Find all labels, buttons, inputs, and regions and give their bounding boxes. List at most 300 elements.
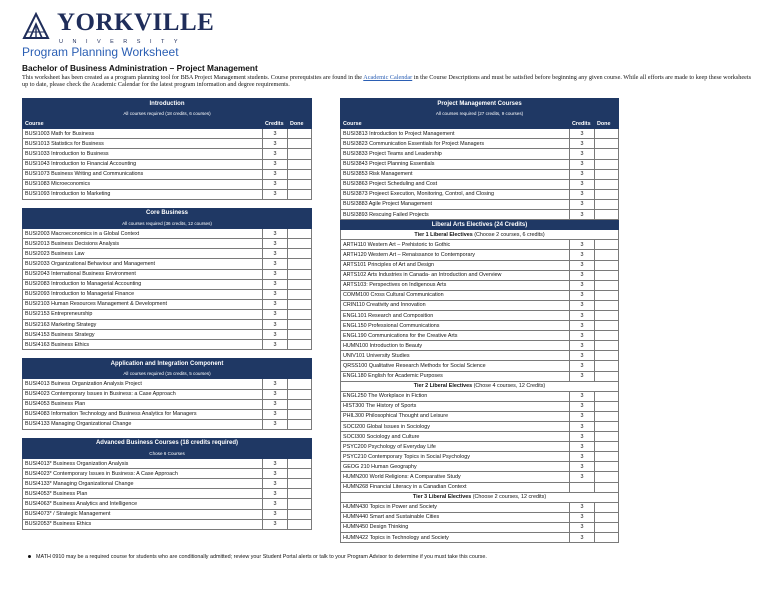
core-business-rows xyxy=(23,229,312,350)
core-business-subheading: All courses required (36 credits, 12 courses) xyxy=(23,219,312,229)
course-name: BUSI4083 Information Technology and Business Analytics for Managers xyxy=(23,409,263,419)
course-name: GEOG 210 Human Geography xyxy=(341,462,570,472)
course-done-cell[interactable] xyxy=(288,519,312,529)
course-credits: 3 xyxy=(570,422,595,432)
course-name: BUSI4053 Business Plan xyxy=(23,399,263,409)
course-row xyxy=(341,280,619,290)
course-row xyxy=(23,279,312,289)
course-credits: 3 xyxy=(263,479,288,489)
course-done-cell[interactable] xyxy=(288,319,312,329)
university-crest-icon xyxy=(22,12,50,40)
project-management-rows xyxy=(341,129,619,220)
course-done-cell[interactable] xyxy=(595,401,619,411)
course-credits: 3 xyxy=(570,331,595,341)
course-credits: 3 xyxy=(570,371,595,381)
course-row xyxy=(341,129,619,139)
course-credits: 3 xyxy=(570,300,595,310)
course-row xyxy=(23,459,312,469)
course-row xyxy=(341,512,619,522)
course-credits: 3 xyxy=(263,179,288,189)
course-name: BUSI3833 Project Teams and Leadership xyxy=(341,149,570,159)
course-name: BUSI2003 Macroeconomics in a Global Context xyxy=(23,229,263,239)
course-credits: 3 xyxy=(263,299,288,309)
course-credits: 3 xyxy=(263,409,288,419)
course-name: ENGL150 Professional Communications xyxy=(341,321,570,331)
course-row xyxy=(23,189,312,199)
course-credits xyxy=(570,482,595,492)
course-done-cell[interactable] xyxy=(288,129,312,139)
course-row xyxy=(23,169,312,179)
course-credits: 3 xyxy=(263,149,288,159)
course-row xyxy=(341,331,619,341)
course-row xyxy=(23,330,312,340)
course-name: BUSI3873 Projeect Execution, Monitoring, Control, and Closing xyxy=(341,189,570,199)
course-row xyxy=(23,129,312,139)
course-done-cell[interactable] xyxy=(288,179,312,189)
course-done-cell[interactable] xyxy=(288,469,312,479)
academic-calendar-link[interactable]: Academic Calendar xyxy=(363,74,413,81)
course-name: HIST300 The History of Sports xyxy=(341,401,570,411)
course-credits: 3 xyxy=(570,149,595,159)
course-row xyxy=(341,462,619,472)
course-row xyxy=(341,149,619,159)
course-row xyxy=(341,442,619,452)
col-credits: Credits xyxy=(263,119,288,129)
course-done-cell[interactable] xyxy=(595,321,619,331)
course-name: BUSI1083 Microeconomics xyxy=(23,179,263,189)
course-done-cell[interactable] xyxy=(595,361,619,371)
course-done-cell[interactable] xyxy=(595,270,619,280)
course-done-cell[interactable] xyxy=(595,512,619,522)
course-row xyxy=(341,179,619,189)
course-credits: 3 xyxy=(570,210,595,220)
course-credits: 3 xyxy=(570,401,595,411)
course-credits: 3 xyxy=(263,469,288,479)
course-name: BUSI4133 Managing Organizational Change xyxy=(23,419,263,429)
course-row xyxy=(23,139,312,149)
course-name: HUMN440 Smart and Sustainable Cities xyxy=(341,512,570,522)
course-credits: 3 xyxy=(570,129,595,139)
course-done-cell[interactable] xyxy=(595,189,619,199)
course-row xyxy=(23,409,312,419)
course-row xyxy=(341,432,619,442)
course-row xyxy=(23,299,312,309)
course-name: BUSI2163 Marketing Strategy xyxy=(23,319,263,329)
course-done-cell[interactable] xyxy=(595,462,619,472)
course-done-cell[interactable] xyxy=(595,240,619,250)
course-done-cell[interactable] xyxy=(288,169,312,179)
course-row xyxy=(23,309,312,319)
course-name: BUSI1013 Statistics for Business xyxy=(23,139,263,149)
tier1-rows xyxy=(341,240,619,381)
course-name: ARTH110 Western Art – Prehistoric to Gothic xyxy=(341,240,570,250)
course-row xyxy=(341,159,619,169)
course-credits: 3 xyxy=(570,522,595,532)
course-credits: 3 xyxy=(263,289,288,299)
course-row xyxy=(341,341,619,351)
course-name: ARTS101 Principles of Art and Design xyxy=(341,260,570,270)
course-done-cell[interactable] xyxy=(595,522,619,532)
course-row xyxy=(341,391,619,401)
bullet-icon xyxy=(28,555,31,558)
course-credits: 3 xyxy=(570,169,595,179)
course-row xyxy=(341,502,619,512)
course-done-cell[interactable] xyxy=(595,341,619,351)
course-name: SOCI300 Sociology and Culture xyxy=(341,432,570,442)
course-credits: 3 xyxy=(263,319,288,329)
footnote: MATH 0910 may be a required course for students who are conditionally admitted; review your Student Portal alerts or talk to your Program Advisor to determine if you must take this course. xyxy=(28,554,487,560)
course-row xyxy=(341,482,619,492)
course-row xyxy=(341,351,619,361)
course-credits: 3 xyxy=(570,442,595,452)
course-done-cell[interactable] xyxy=(288,389,312,399)
course-row xyxy=(23,489,312,499)
course-name: BUSI1043 Introduction to Financial Accounting xyxy=(23,159,263,169)
course-name: ENGL101 Research and Composition xyxy=(341,310,570,320)
course-name: BUSI2093 Introduction to Managerial Finance xyxy=(23,289,263,299)
course-row xyxy=(341,270,619,280)
course-name: BUSI2033 Organizational Behaviour and Management xyxy=(23,259,263,269)
course-done-cell[interactable] xyxy=(595,391,619,401)
course-credits: 3 xyxy=(263,399,288,409)
course-name: BUSI2043 International Business Environment xyxy=(23,269,263,279)
course-credits: 3 xyxy=(263,249,288,259)
course-done-cell[interactable] xyxy=(288,509,312,519)
course-row xyxy=(23,389,312,399)
course-done-cell[interactable] xyxy=(288,149,312,159)
course-done-cell[interactable] xyxy=(288,409,312,419)
course-credits: 3 xyxy=(570,341,595,351)
course-done-cell[interactable] xyxy=(595,250,619,260)
course-done-cell[interactable] xyxy=(595,533,619,543)
course-done-cell[interactable] xyxy=(288,340,312,350)
intro-paragraph: This worksheet has been created as a program planning tool for BBA Project Management students. Course prerequisites are found in the Academic Calendar in the Course Descriptions and must be satisfied before beginning any given course. While all efforts are made to keep these worksheets up to date, please check the Academic Calendar for the latest program information and degree requirements. xyxy=(22,74,752,89)
course-row xyxy=(341,533,619,543)
course-done-cell[interactable] xyxy=(288,499,312,509)
course-row xyxy=(23,499,312,509)
course-name: ARTS103: Perspectives on Indigenous Arts xyxy=(341,280,570,290)
course-name: BUSI4063* Business Analytics and Intelligence xyxy=(23,499,263,509)
course-credits: 3 xyxy=(263,159,288,169)
course-name: QRSS100 Qualitative Research Methods for Social Science xyxy=(341,361,570,371)
course-done-cell[interactable] xyxy=(288,459,312,469)
course-done-cell[interactable] xyxy=(595,149,619,159)
course-done-cell[interactable] xyxy=(288,269,312,279)
course-row xyxy=(341,310,619,320)
course-row xyxy=(341,401,619,411)
course-row xyxy=(341,290,619,300)
course-done-cell[interactable] xyxy=(595,179,619,189)
course-row xyxy=(23,379,312,389)
course-name: BUSI3853 Risk Management xyxy=(341,169,570,179)
course-credits: 3 xyxy=(570,290,595,300)
core-business-heading: Core Business xyxy=(23,208,312,218)
course-done-cell[interactable] xyxy=(288,259,312,269)
course-done-cell[interactable] xyxy=(595,472,619,482)
course-name: BUSI4133* Managing Organizational Change xyxy=(23,479,263,489)
tier3-rows xyxy=(341,502,619,542)
tier3-heading: Tier 3 Liberal Electives (Choose 2 courses, 12 credits) xyxy=(341,492,619,502)
course-name: BUSI2053* Business Ethics xyxy=(23,519,263,529)
course-done-cell[interactable] xyxy=(288,159,312,169)
course-done-cell[interactable] xyxy=(288,239,312,249)
course-name: ENGL180 English for Academic Purposes xyxy=(341,371,570,381)
col-done: Done xyxy=(288,119,312,129)
course-row xyxy=(23,149,312,159)
course-credits: 3 xyxy=(263,189,288,199)
course-name: BUSI2083 Introduction to Managerial Accounting xyxy=(23,279,263,289)
course-done-cell[interactable] xyxy=(288,330,312,340)
course-credits: 3 xyxy=(263,509,288,519)
course-row xyxy=(23,479,312,489)
application-heading: Application and Integration Component xyxy=(23,359,312,369)
course-credits: 3 xyxy=(263,309,288,319)
introduction-heading: Introduction xyxy=(23,99,312,109)
course-done-cell[interactable] xyxy=(595,452,619,462)
tier1-heading: Tier 1 Liberal Electives (Choose 2 courses, 6 credits) xyxy=(341,230,619,240)
course-done-cell[interactable] xyxy=(595,129,619,139)
course-done-cell[interactable] xyxy=(595,371,619,381)
col-credits-right: Credits xyxy=(570,119,595,129)
course-name: BUSI4023 Contemporary Issues in Business: a Case Approach xyxy=(23,389,263,399)
course-row xyxy=(23,239,312,249)
course-credits: 3 xyxy=(570,240,595,250)
course-credits: 3 xyxy=(263,269,288,279)
col-course: Course xyxy=(23,119,263,129)
course-done-cell[interactable] xyxy=(288,489,312,499)
application-subheading: All courses required (15 credits, 5 courses) xyxy=(23,369,312,379)
course-credits: 3 xyxy=(263,169,288,179)
course-done-cell[interactable] xyxy=(595,432,619,442)
course-name: UNIV101 University Studies xyxy=(341,351,570,361)
course-credits: 3 xyxy=(570,199,595,209)
course-credits: 3 xyxy=(263,139,288,149)
course-row xyxy=(341,422,619,432)
course-credits: 3 xyxy=(570,189,595,199)
course-credits: 3 xyxy=(570,250,595,260)
course-name: HUMN422 Topics in Technology and Society xyxy=(341,533,570,543)
advanced-rows xyxy=(23,459,312,530)
course-done-cell[interactable] xyxy=(288,229,312,239)
course-done-cell[interactable] xyxy=(595,442,619,452)
course-name: BUSI4013* Business Organization Analysis xyxy=(23,459,263,469)
course-done-cell[interactable] xyxy=(288,399,312,409)
course-credits: 3 xyxy=(263,129,288,139)
course-name: ARTS102 Arts Industries in Canada- an Introduction and Overview xyxy=(341,270,570,280)
course-name: PHIL300 Philosophical Thought and Leisure xyxy=(341,411,570,421)
course-name: HUMN450 Design Thinking xyxy=(341,522,570,532)
course-row xyxy=(23,179,312,189)
course-done-cell[interactable] xyxy=(595,411,619,421)
course-name: BUSI3843 Project Planning Essentials xyxy=(341,159,570,169)
course-credits: 3 xyxy=(570,139,595,149)
tier2-rows xyxy=(341,391,619,492)
course-credits: 3 xyxy=(263,379,288,389)
course-done-cell[interactable] xyxy=(595,199,619,209)
course-row xyxy=(23,419,312,429)
course-name: BUSI4163 Business Ethics xyxy=(23,340,263,350)
course-credits: 3 xyxy=(570,280,595,290)
course-credits: 3 xyxy=(263,489,288,499)
course-done-cell[interactable] xyxy=(595,260,619,270)
course-row xyxy=(23,469,312,479)
course-done-cell[interactable] xyxy=(595,139,619,149)
course-credits: 3 xyxy=(570,472,595,482)
course-row xyxy=(341,240,619,250)
course-credits: 3 xyxy=(263,459,288,469)
course-done-cell[interactable] xyxy=(288,289,312,299)
course-name: PSYC210 Contemporary Topics in Social Psychology xyxy=(341,452,570,462)
course-done-cell[interactable] xyxy=(288,139,312,149)
right-course-table xyxy=(340,98,619,543)
course-name: BUSI2023 Business Law xyxy=(23,249,263,259)
course-name: ENGL190 Communications for the Creative Arts xyxy=(341,331,570,341)
course-done-cell[interactable] xyxy=(288,309,312,319)
course-row xyxy=(23,159,312,169)
course-credits: 3 xyxy=(570,351,595,361)
course-name: BUSI3893 Rescuing Failed Projects xyxy=(341,210,570,220)
course-row xyxy=(341,250,619,260)
course-row xyxy=(23,259,312,269)
electives-heading: Liberal Arts Electives (24 Credits) xyxy=(341,220,619,230)
course-done-cell[interactable] xyxy=(595,290,619,300)
course-row xyxy=(341,371,619,381)
advanced-heading: Advanced Business Courses (18 credits required) xyxy=(23,438,312,448)
project-management-subheading: All courses required (27 credits, 9 courses) xyxy=(341,109,619,119)
course-name: BUSI2013 Business Decisions Analysis xyxy=(23,239,263,249)
course-credits: 3 xyxy=(570,391,595,401)
course-name: BUSI4013 Buiness Organization Analysis Project xyxy=(23,379,263,389)
course-credits: 3 xyxy=(570,310,595,320)
course-row xyxy=(341,169,619,179)
course-credits: 3 xyxy=(570,411,595,421)
course-done-cell[interactable] xyxy=(595,210,619,220)
course-name: SOCI200 Global Issues in Sociology xyxy=(341,422,570,432)
course-credits: 3 xyxy=(570,512,595,522)
course-row xyxy=(341,411,619,421)
course-credits: 3 xyxy=(570,321,595,331)
course-done-cell[interactable] xyxy=(595,351,619,361)
course-name: ENGL250 The Workplace in Fiction xyxy=(341,391,570,401)
application-rows xyxy=(23,379,312,429)
logo-wordmark: YORKVILLE xyxy=(57,9,215,36)
course-row xyxy=(23,319,312,329)
course-done-cell[interactable] xyxy=(288,379,312,389)
course-credits: 3 xyxy=(263,259,288,269)
project-management-heading: Project Management Courses xyxy=(341,99,619,109)
course-done-cell[interactable] xyxy=(595,280,619,290)
course-name: BUSI3863 Project Scheduling and Cost xyxy=(341,179,570,189)
course-credits: 3 xyxy=(263,419,288,429)
course-name: HUMN200 World Religions: A Comparative Study xyxy=(341,472,570,482)
course-row xyxy=(23,519,312,529)
left-course-table xyxy=(22,98,312,530)
course-name: BUSI4073* / Strategic Management xyxy=(23,509,263,519)
course-credits: 3 xyxy=(263,340,288,350)
worksheet-title: Program Planning Worksheet xyxy=(22,45,179,59)
course-done-cell[interactable] xyxy=(288,189,312,199)
course-row xyxy=(23,399,312,409)
course-done-cell[interactable] xyxy=(595,502,619,512)
introduction-subheading: All courses required (18 credits, 6 courses) xyxy=(23,109,312,119)
course-credits: 3 xyxy=(263,499,288,509)
course-name: BUSI1033 Introduction to Business xyxy=(23,149,263,159)
advanced-subheading: Chose 6 Courses xyxy=(23,449,312,459)
course-name: BUSI3883 Agile Project Management xyxy=(341,199,570,209)
course-done-cell[interactable] xyxy=(595,310,619,320)
course-name: CRIN110 Creativity and Innovation xyxy=(341,300,570,310)
course-done-cell[interactable] xyxy=(288,249,312,259)
course-row xyxy=(341,361,619,371)
course-name: BUSI4153 Business Strategy xyxy=(23,330,263,340)
course-credits: 3 xyxy=(570,533,595,543)
course-credits: 3 xyxy=(263,239,288,249)
course-credits: 3 xyxy=(570,452,595,462)
course-name: BUSI2103 Human Resources Management & Development xyxy=(23,299,263,309)
logo-subtext: UNIVERSITY xyxy=(59,39,188,45)
course-name: BUSI3813 Introduction to Project Management xyxy=(341,129,570,139)
course-name: HUMN100 Introduction to Beauty xyxy=(341,341,570,351)
course-row xyxy=(23,229,312,239)
course-row xyxy=(23,509,312,519)
course-row xyxy=(341,522,619,532)
course-credits: 3 xyxy=(570,432,595,442)
course-row xyxy=(341,300,619,310)
course-row xyxy=(341,452,619,462)
course-done-cell[interactable] xyxy=(288,279,312,289)
course-credits: 3 xyxy=(263,389,288,399)
course-row xyxy=(341,260,619,270)
course-name: BUSI1073 Business Writing and Communications xyxy=(23,169,263,179)
course-done-cell[interactable] xyxy=(288,299,312,309)
course-name: PSYC200 Psychology of Everyday Life xyxy=(341,442,570,452)
course-name: BUSI1093 Introduction to Marketing xyxy=(23,189,263,199)
course-done-cell[interactable] xyxy=(288,419,312,429)
tier2-heading: Tier 2 Liberal Electives (Chose 4 courses, 12 Credits) xyxy=(341,381,619,391)
course-credits: 3 xyxy=(263,330,288,340)
course-credits: 3 xyxy=(263,519,288,529)
course-row xyxy=(23,249,312,259)
course-done-cell[interactable] xyxy=(595,159,619,169)
course-credits: 3 xyxy=(570,462,595,472)
course-row xyxy=(341,321,619,331)
course-name: BUSI4023* Contemporary Issues in Business: A Case Approach xyxy=(23,469,263,479)
course-done-cell[interactable] xyxy=(595,422,619,432)
course-name: HUMN268 Financial Literacy in a Canadian Context xyxy=(341,482,570,492)
course-credits: 3 xyxy=(570,159,595,169)
course-row xyxy=(341,199,619,209)
course-credits: 3 xyxy=(570,179,595,189)
course-row xyxy=(341,189,619,199)
course-done-cell[interactable] xyxy=(595,482,619,492)
course-done-cell[interactable] xyxy=(595,300,619,310)
course-done-cell[interactable] xyxy=(595,169,619,179)
introduction-rows xyxy=(23,129,312,200)
course-done-cell[interactable] xyxy=(595,331,619,341)
course-row xyxy=(23,269,312,279)
course-credits: 3 xyxy=(570,260,595,270)
course-credits: 3 xyxy=(570,270,595,280)
course-name: COMM100 Cross Cultural Communication xyxy=(341,290,570,300)
course-name: ARTH120 Western Art – Renaissance to Contemporary xyxy=(341,250,570,260)
course-name: BUSI3823 Communication Essentials for Project Managers xyxy=(341,139,570,149)
course-row xyxy=(341,472,619,482)
course-credits: 3 xyxy=(570,361,595,371)
program-title: Bachelor of Business Administration – Project Management xyxy=(22,63,258,73)
course-done-cell[interactable] xyxy=(288,479,312,489)
course-credits: 3 xyxy=(570,502,595,512)
course-row xyxy=(23,340,312,350)
